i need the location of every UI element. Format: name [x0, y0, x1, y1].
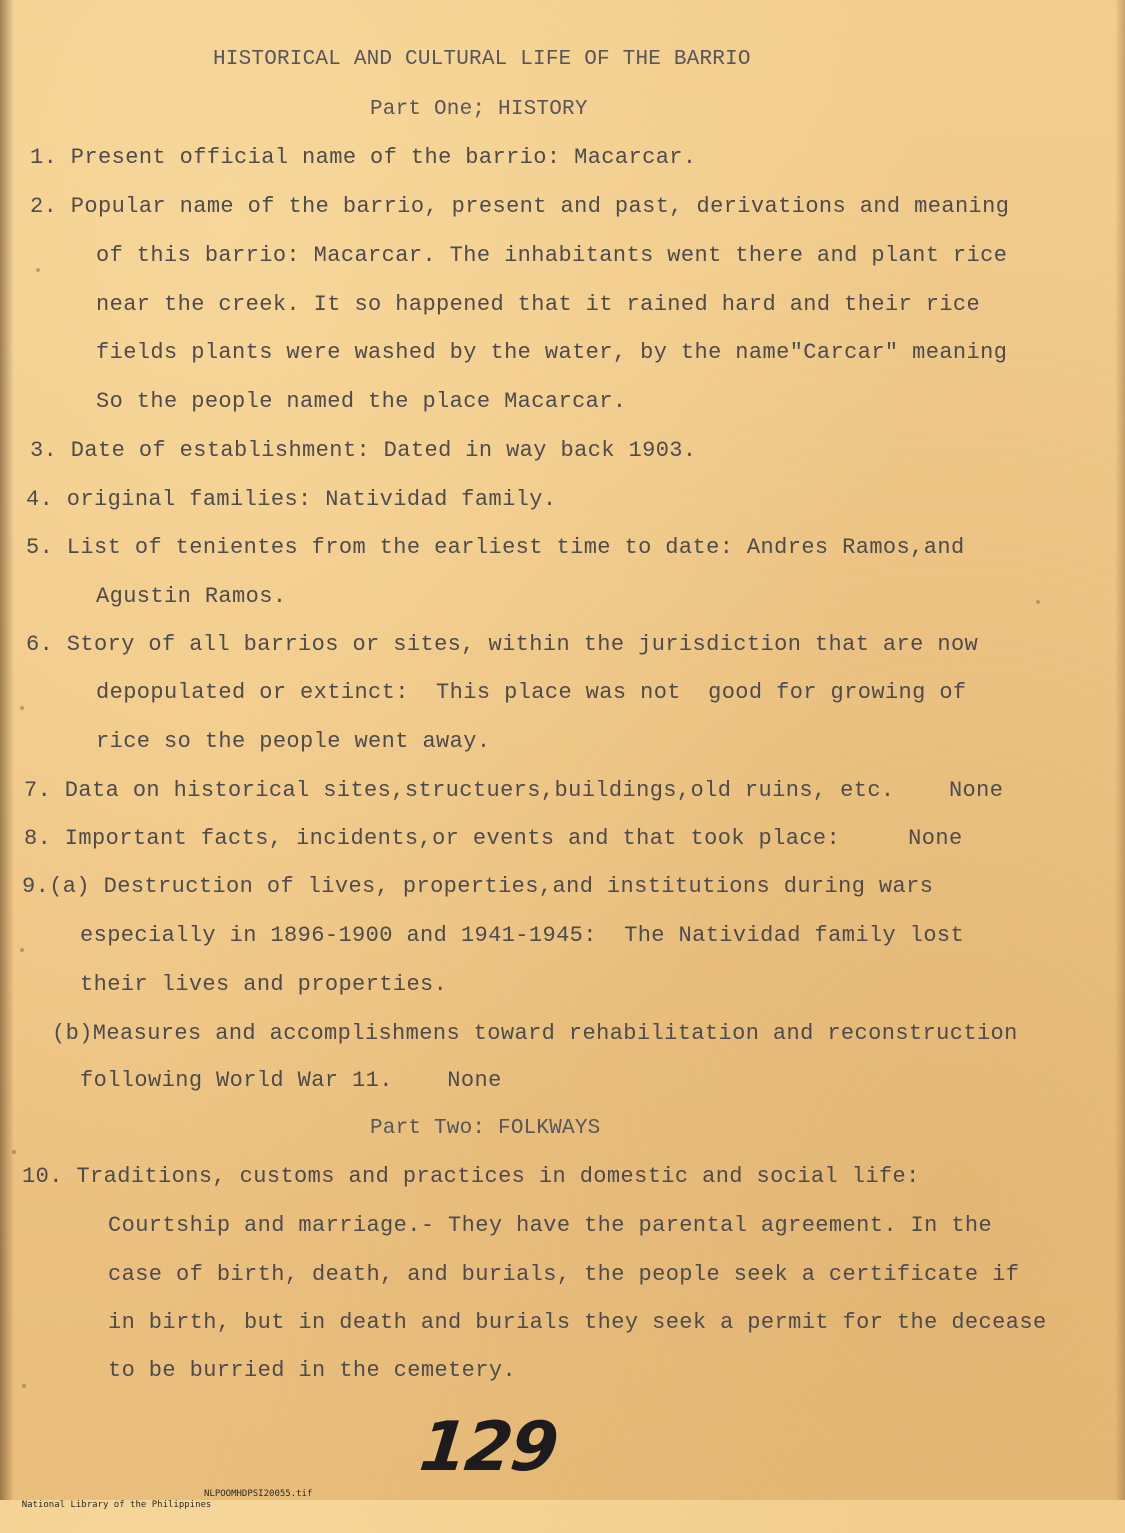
item-9a-line: especially in 1896-1900 and 1941-1945: The Natividad family lost: [80, 923, 965, 948]
item-7-line: 7. Data on historical sites,structuers,buildings,old ruins, etc. None: [24, 778, 1004, 803]
item-9a-line: 9.(a) Destruction of lives, properties,and institutions during wars: [22, 874, 934, 899]
item-3-line: 3. Date of establishment: Dated in way back 1903.: [30, 438, 697, 463]
footer-library-name: National Library of the Philippines: [21, 1500, 212, 1510]
item-9a-line: their lives and properties.: [80, 972, 448, 997]
document-title: HISTORICAL AND CULTURAL LIFE OF THE BARRIO: [213, 48, 751, 71]
part-two-heading: Part Two: FOLKWAYS: [370, 1117, 601, 1140]
item-5-line: 5. List of tenientes from the earliest time to date: Andres Ramos,and: [26, 535, 965, 560]
paper-fleck: [22, 1384, 26, 1388]
item-10-line: to be burried in the cemetery.: [108, 1358, 517, 1383]
item-10-line: Courtship and marriage.- They have the parental agreement. In the: [108, 1213, 993, 1238]
scan-footer: [0, 1489, 313, 1533]
item-2-line: fields plants were washed by the water, by the name"Carcar" meaning: [96, 340, 1008, 365]
item-4-line: 4. original families: Natividad family.: [26, 487, 557, 512]
item-6-line: 6. Story of all barrios or sites, within the jurisdiction that are now: [26, 632, 979, 657]
paper-fleck: [20, 948, 24, 952]
item-10-line: in birth, but in death and burials they seek a permit for the decease: [108, 1310, 1047, 1335]
page-right-edge: [1115, 0, 1125, 1500]
item-1-line: 1. Present official name of the barrio: Macarcar.: [30, 145, 697, 170]
item-9b-line: (b)Measures and accomplishmens toward rehabilitation and reconstruction: [52, 1021, 1018, 1046]
item-8-line: 8. Important facts, incidents,or events and that took place: None: [24, 826, 963, 851]
item-6-line: depopulated or extinct: This place was not good for growing of: [96, 680, 967, 705]
paper-fleck: [20, 706, 24, 710]
item-10-line: case of birth, death, and burials, the people seek a certificate if: [108, 1262, 1020, 1287]
item-10-line: 10. Traditions, customs and practices in domestic and social life:: [22, 1164, 920, 1189]
item-2-line: 2. Popular name of the barrio, present and past, derivations and meaning: [30, 194, 1010, 219]
item-6-line: rice so the people went away.: [96, 729, 491, 754]
handwritten-page-number: 129: [415, 1408, 561, 1487]
item-2-line: near the creek. It so happened that it rained hard and their rice: [96, 292, 981, 317]
page-left-edge-shadow: [0, 0, 14, 1500]
item-2-line: of this barrio: Macarcar. The inhabitants went there and plant rice: [96, 243, 1008, 268]
paper-fleck: [36, 268, 40, 272]
item-2-line: So the people named the place Macarcar.: [96, 389, 627, 414]
item-9b-line: following World War 11. None: [80, 1068, 502, 1093]
paper-fleck: [12, 1150, 16, 1154]
part-one-heading: Part One; HISTORY: [370, 98, 588, 121]
paper-fleck: [1036, 600, 1040, 604]
footer-filename: NLPOOMHDPSI20055.tif: [204, 1489, 313, 1499]
item-5-line: Agustin Ramos.: [96, 584, 287, 609]
